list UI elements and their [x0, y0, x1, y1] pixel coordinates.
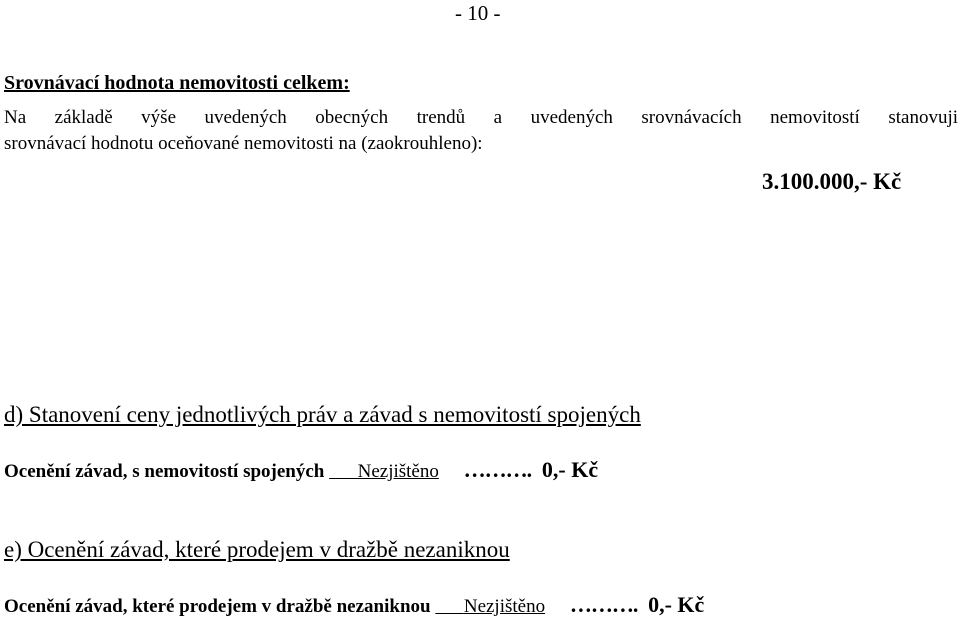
- page-number: - 10 -: [455, 1, 501, 25]
- section-d-dots: ……….: [463, 457, 532, 482]
- section-e-status: Nezjištěno: [463, 596, 546, 617]
- section-e-row: [4, 594, 704, 616]
- comparison-value: 3.100.000,- Kč: [762, 169, 902, 194]
- section-e-amount: 0,- Kč: [648, 592, 705, 617]
- section-d-status: Nezjištěno: [357, 461, 439, 482]
- section-d-amount: 0,- Kč: [541, 457, 599, 482]
- section-d-label: Ocenění závad, s nemovitostí spojených: [4, 461, 325, 482]
- comparison-text-line-2: srovnávací hodnotu oceňované nemovitosti na (zaokrouhleno):: [4, 133, 483, 154]
- section-e-heading: e) Ocenění závad, které prodejem v dražbě nezaniknou: [4, 537, 510, 562]
- section-d-row: [4, 459, 598, 481]
- section-e-dots: ……….: [569, 592, 638, 617]
- comparison-text-line-1: Na základě výše uvedených obecných trendů a uvedených srovnávacích nemovitostí stanovuji: [4, 107, 958, 128]
- comparison-title: Srovnávací hodnota nemovitosti celkem:: [4, 72, 350, 94]
- section-d-heading: d) Stanovení ceny jednotlivých práv a závad s nemovitostí spojených: [4, 402, 641, 427]
- comparison-paragraph: [4, 105, 958, 157]
- section-e-label: Ocenění závad, které prodejem v dražbě nezaniknou: [4, 596, 431, 617]
